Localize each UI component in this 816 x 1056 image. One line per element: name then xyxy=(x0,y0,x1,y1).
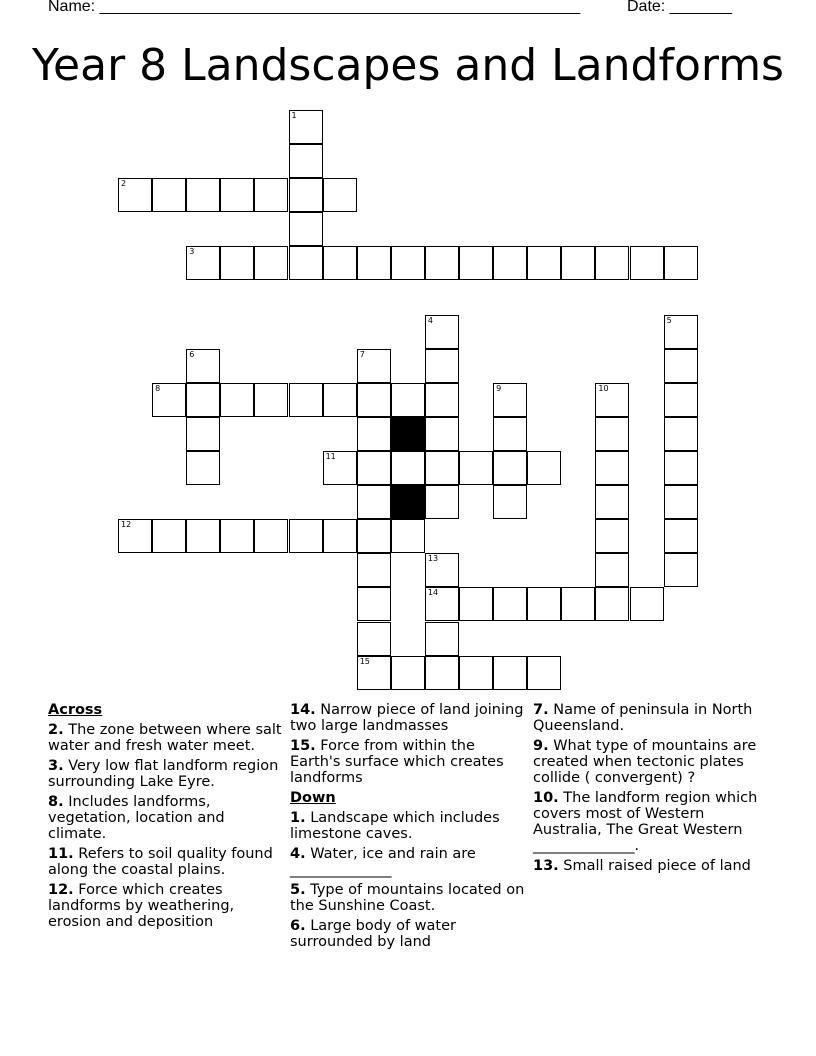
cell-number: 5 xyxy=(666,315,672,325)
clue-number: 6. xyxy=(290,918,306,934)
crossword-cell[interactable] xyxy=(425,587,459,621)
crossword-cell[interactable] xyxy=(357,622,391,656)
crossword-cell[interactable] xyxy=(391,383,425,417)
crossword-cell[interactable] xyxy=(425,246,459,280)
crossword-cell[interactable] xyxy=(186,246,220,280)
clue-text: The zone between where salt water and fresh water meet. xyxy=(48,722,282,754)
clue-number: 3. xyxy=(48,758,64,774)
cell-number: 3 xyxy=(189,247,195,257)
down-clue-1 xyxy=(290,810,525,842)
crossword-cell[interactable] xyxy=(425,417,459,451)
crossword-cell[interactable] xyxy=(425,553,459,587)
clue-text: What type of mountains are created when tectonic plates collide ( convergent) ? xyxy=(533,738,757,786)
crossword-cell[interactable] xyxy=(527,246,561,280)
crossword-cell[interactable] xyxy=(664,417,698,451)
crossword-cell[interactable] xyxy=(289,519,323,553)
clue-text: The landform region which covers most of Western Australia, The Great Western ______________. xyxy=(533,790,758,854)
crossword-cell[interactable] xyxy=(595,519,629,553)
crossword-cell[interactable] xyxy=(459,587,493,621)
crossword-cell[interactable] xyxy=(186,178,220,212)
crossword-cell[interactable] xyxy=(664,519,698,553)
crossword-cell[interactable] xyxy=(220,383,254,417)
clue-text: Landscape which includes limestone caves. xyxy=(290,810,500,842)
down-clue-9 xyxy=(533,738,768,786)
date-field-label: Date: _______ xyxy=(627,0,732,15)
crossword-cell[interactable] xyxy=(595,451,629,485)
crossword-cell[interactable] xyxy=(425,349,459,383)
crossword-cell[interactable] xyxy=(220,246,254,280)
crossword-cell[interactable] xyxy=(323,519,357,553)
crossword-cell[interactable] xyxy=(323,383,357,417)
crossword-cell[interactable] xyxy=(357,246,391,280)
crossword-cell[interactable] xyxy=(289,144,323,178)
clues-column-1 xyxy=(48,702,283,934)
cell-number: 6 xyxy=(189,349,195,359)
crossword-cell[interactable] xyxy=(289,110,323,144)
crossword-cell[interactable] xyxy=(254,519,288,553)
crossword-cell[interactable] xyxy=(595,417,629,451)
across-clue-11 xyxy=(48,846,283,878)
crossword-cell[interactable] xyxy=(186,417,220,451)
crossword-cell[interactable] xyxy=(425,485,459,519)
clues-column-3 xyxy=(533,702,768,878)
crossword-cell[interactable] xyxy=(289,246,323,280)
crossword-cell[interactable] xyxy=(357,417,391,451)
crossword-cell[interactable] xyxy=(152,383,186,417)
crossword-cell[interactable] xyxy=(323,178,357,212)
crossword-cell[interactable] xyxy=(220,519,254,553)
crossword-cell[interactable] xyxy=(630,587,664,621)
clues-column-2 xyxy=(290,702,525,954)
clue-number: 15. xyxy=(290,738,316,754)
clue-number: 7. xyxy=(533,702,549,718)
clue-number: 4. xyxy=(290,846,306,862)
crossword-cell[interactable] xyxy=(357,349,391,383)
down-clue-7 xyxy=(533,702,768,734)
cell-number: 8 xyxy=(155,383,161,393)
crossword-cell[interactable] xyxy=(459,246,493,280)
crossword-cell[interactable] xyxy=(357,587,391,621)
crossword-cell[interactable] xyxy=(391,246,425,280)
crossword-cell[interactable] xyxy=(527,656,561,690)
crossword-cell[interactable] xyxy=(493,451,527,485)
crossword-cell[interactable] xyxy=(595,553,629,587)
crossword-cell[interactable] xyxy=(664,383,698,417)
clue-number: 12. xyxy=(48,882,74,898)
cell-number: 13 xyxy=(427,554,439,564)
clue-number: 14. xyxy=(290,702,316,718)
crossword-cell[interactable] xyxy=(186,519,220,553)
crossword-cell[interactable] xyxy=(561,587,595,621)
crossword-cell[interactable] xyxy=(493,485,527,519)
clue-text: Water, ice and rain are ______________ xyxy=(290,846,476,878)
cell-number: 12 xyxy=(121,520,132,530)
clue-number: 10. xyxy=(533,790,559,806)
crossword-cell[interactable] xyxy=(664,315,698,349)
page-title: Year 8 Landscapes and Landforms xyxy=(32,40,784,91)
across-clue-8 xyxy=(48,794,283,842)
clue-text: Refers to soil quality found along the coastal plains. xyxy=(48,846,273,878)
clue-number: 9. xyxy=(533,738,549,754)
crossword-cell[interactable] xyxy=(391,519,425,553)
cell-number: 11 xyxy=(325,452,336,461)
clue-number: 1. xyxy=(290,810,306,826)
down-clue-13 xyxy=(533,858,768,874)
crossword-cell[interactable] xyxy=(118,178,152,212)
crossword-cell[interactable] xyxy=(664,553,698,587)
across-clue-15 xyxy=(290,738,525,786)
cell-number: 1 xyxy=(291,111,297,120)
crossword-cell[interactable] xyxy=(357,519,391,553)
across-clue-12 xyxy=(48,882,283,930)
crossword-cell[interactable] xyxy=(254,383,288,417)
crossword-cell[interactable] xyxy=(595,587,629,621)
across-clue-3 xyxy=(48,758,283,790)
clue-text: Name of peninsula in North Queensland. xyxy=(533,702,753,734)
crossword-cell[interactable] xyxy=(289,178,323,212)
crossword-cell[interactable] xyxy=(459,451,493,485)
down-clue-5 xyxy=(290,882,525,914)
down-clue-6 xyxy=(290,918,525,950)
down-clue-10 xyxy=(533,790,768,854)
cell-number: 14 xyxy=(427,588,439,598)
crossword-cell[interactable] xyxy=(391,656,425,690)
crossword-cell[interactable] xyxy=(357,451,391,485)
crossword-cell[interactable] xyxy=(186,451,220,485)
crossword-cell[interactable] xyxy=(425,656,459,690)
crossword-cell[interactable] xyxy=(459,656,493,690)
crossword-cell[interactable] xyxy=(323,451,357,485)
clue-number: 8. xyxy=(48,794,64,810)
crossword-cell[interactable] xyxy=(220,178,254,212)
crossword-cell[interactable] xyxy=(425,315,459,349)
clue-number: 13. xyxy=(533,858,559,874)
across-clue-2 xyxy=(48,722,283,754)
crossword-cell[interactable] xyxy=(595,383,629,417)
crossword-cell[interactable] xyxy=(254,246,288,280)
across-heading: Across xyxy=(48,702,103,718)
crossword-cell[interactable] xyxy=(664,349,698,383)
crossword-cell[interactable] xyxy=(118,519,152,553)
clue-text: Force from within the Earth's surface which creates landforms xyxy=(290,738,504,786)
clue-number: 2. xyxy=(48,722,64,738)
crossword-cell[interactable] xyxy=(664,246,698,280)
down-heading: Down xyxy=(290,790,336,806)
crossword-cell[interactable] xyxy=(152,178,186,212)
crossword-cell[interactable] xyxy=(357,383,391,417)
crossword-cell[interactable] xyxy=(425,451,459,485)
crossword-cell[interactable] xyxy=(357,485,391,519)
crossword-cell[interactable] xyxy=(425,622,459,656)
crossword-cell[interactable] xyxy=(493,246,527,280)
crossword-cell[interactable] xyxy=(664,451,698,485)
crossword-cell[interactable] xyxy=(357,553,391,587)
crossword-cell[interactable] xyxy=(186,349,220,383)
crossword-cell[interactable] xyxy=(561,246,595,280)
down-clue-4 xyxy=(290,846,525,878)
across-clue-14 xyxy=(290,702,525,734)
crossword-cell[interactable] xyxy=(425,383,459,417)
crossword-cell[interactable] xyxy=(289,383,323,417)
clue-text: Very low flat landform region surrounding Lake Eyre. xyxy=(48,758,279,790)
crossword-cell[interactable] xyxy=(595,485,629,519)
crossword-cell[interactable] xyxy=(357,656,391,690)
crossword-cell[interactable] xyxy=(493,383,527,417)
clue-text: Type of mountains located on the Sunshine Coast. xyxy=(290,882,525,914)
crossword-cell[interactable] xyxy=(595,246,629,280)
clue-text: Small raised piece of land xyxy=(563,858,751,874)
clue-text: Large body of water surrounded by land xyxy=(290,918,456,950)
crossword-cell[interactable] xyxy=(493,656,527,690)
crossword-cell[interactable] xyxy=(527,451,561,485)
crossword-cell[interactable] xyxy=(630,246,664,280)
clue-text: Includes landforms, vegetation, location and climate. xyxy=(48,794,225,842)
clue-number: 5. xyxy=(290,882,306,898)
cell-number: 7 xyxy=(359,349,365,359)
crossword-cell[interactable] xyxy=(152,519,186,553)
clue-text: Narrow piece of land joining two large landmasses xyxy=(290,702,524,734)
crossword-cell[interactable] xyxy=(391,451,425,485)
name-field-label: Name: ______________________________________________________ xyxy=(48,0,581,15)
clue-number: 11. xyxy=(48,846,74,862)
crossword-cell[interactable] xyxy=(664,485,698,519)
crossword-block-cell xyxy=(391,485,425,519)
crossword-cell[interactable] xyxy=(323,246,357,280)
crossword-cell[interactable] xyxy=(254,178,288,212)
cell-number: 9 xyxy=(496,383,502,393)
cell-number: 4 xyxy=(427,315,433,325)
crossword-cell[interactable] xyxy=(493,587,527,621)
cell-number: 2 xyxy=(121,179,127,189)
clue-text: Force which creates landforms by weathering, erosion and deposition xyxy=(48,882,235,930)
cell-number: 10 xyxy=(598,383,609,393)
crossword-block-cell xyxy=(391,417,425,451)
crossword-cell[interactable] xyxy=(289,212,323,246)
crossword-cell[interactable] xyxy=(186,383,220,417)
crossword-cell[interactable] xyxy=(527,587,561,621)
crossword-cell[interactable] xyxy=(493,417,527,451)
cell-number: 15 xyxy=(359,656,370,666)
